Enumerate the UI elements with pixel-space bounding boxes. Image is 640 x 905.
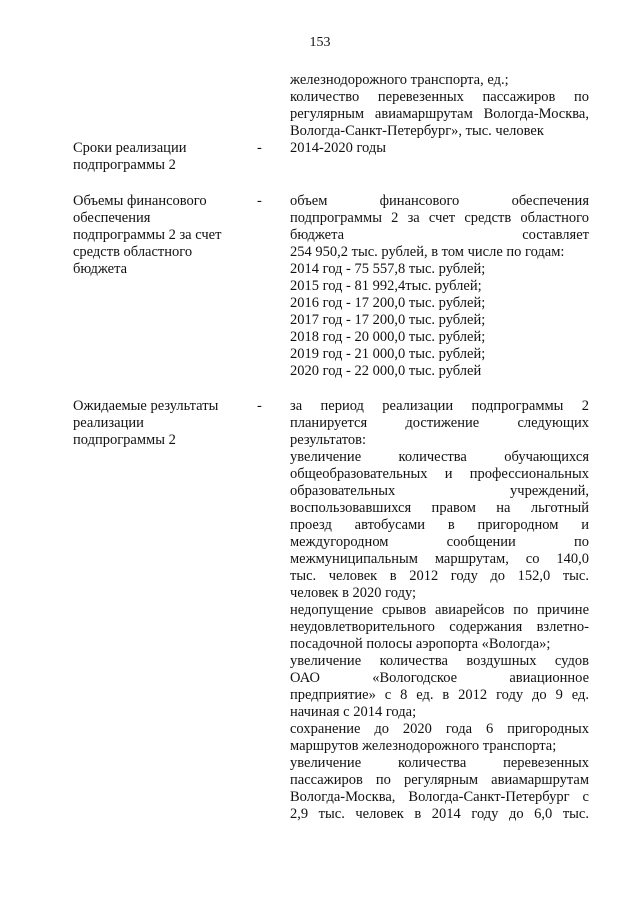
results-value-line: результатов: bbox=[290, 432, 367, 448]
results-value-line: воспользовавшихся правом на льготный bbox=[290, 500, 589, 516]
funding-year-line: 2015 год - 81 992,4тыс. рублей; bbox=[290, 278, 482, 294]
intro-line: регулярным авиамаршрутам Вологда-Москва, bbox=[290, 106, 589, 122]
results-value-line: начиная с 2014 года; bbox=[290, 704, 417, 720]
results-value-line: образовательных учреждений, bbox=[290, 483, 589, 499]
terms-value: 2014-2020 годы bbox=[290, 140, 386, 156]
results-value-line: сохранение до 2020 года 6 пригородных bbox=[290, 721, 589, 737]
funding-label-line: бюджета bbox=[73, 261, 128, 277]
intro-line: количество перевезенных пассажиров по bbox=[290, 89, 589, 105]
funding-label-line: средств областного bbox=[73, 244, 193, 260]
results-value-line: междугородном сообщении по bbox=[290, 534, 589, 550]
page-number: 153 bbox=[309, 35, 331, 50]
results-value-line: тыс. человек в 2012 году до 152,0 тыс. bbox=[290, 568, 589, 584]
results-value-line: увеличение количества обучающихся bbox=[290, 449, 589, 465]
results-label-line: подпрограммы 2 bbox=[73, 432, 176, 448]
intro-line: Вологда-Санкт-Петербург», тыс. человек bbox=[290, 123, 544, 139]
funding-label-line: обеспечения bbox=[73, 210, 151, 226]
results-value-line: пассажиров по регулярным авиамаршрутам bbox=[290, 772, 589, 788]
funding-value-line: объем финансового обеспечения bbox=[290, 193, 589, 209]
results-value-line: общеобразовательных и профессиональных bbox=[290, 466, 589, 482]
results-value-line: посадочной полосы аэропорта «Вологда»; bbox=[290, 636, 551, 652]
results-value-line: неудовлетворительного содержания взлетно- bbox=[290, 619, 589, 635]
funding-dash: - bbox=[257, 193, 262, 209]
results-value-line: увеличение количества воздушных судов bbox=[290, 653, 589, 669]
results-value-line: маршрутов железнодорожного транспорта; bbox=[290, 738, 557, 754]
results-value-line: за период реализации подпрограммы 2 bbox=[290, 398, 589, 414]
funding-value-line: бюджета составляет bbox=[290, 227, 589, 243]
results-label-line: Ожидаемые результаты bbox=[73, 398, 219, 414]
results-value-line: проезд автобусами в пригородном и bbox=[290, 517, 589, 533]
funding-year-line: 2018 год - 20 000,0 тыс. рублей; bbox=[290, 329, 486, 345]
intro-line: железнодорожного транспорта, ед.; bbox=[290, 72, 509, 88]
funding-year-line: 2020 год - 22 000,0 тыс. рублей bbox=[290, 363, 482, 379]
funding-label-line: Объемы финансового bbox=[73, 193, 207, 209]
results-label-line: реализации bbox=[73, 415, 144, 431]
funding-value-line: 254 950,2 тыс. рублей, в том числе по годам: bbox=[290, 244, 565, 260]
results-value-line: Вологда-Москва, Вологда-Санкт-Петербург с bbox=[290, 789, 589, 805]
funding-year-line: 2016 год - 17 200,0 тыс. рублей; bbox=[290, 295, 486, 311]
funding-year-line: 2014 год - 75 557,8 тыс. рублей; bbox=[290, 261, 486, 277]
funding-year-line: 2017 год - 17 200,0 тыс. рублей; bbox=[290, 312, 486, 328]
funding-year-line: 2019 год - 21 000,0 тыс. рублей; bbox=[290, 346, 486, 362]
results-value-line: недопущение срывов авиарейсов по причине bbox=[290, 602, 589, 618]
terms-dash: - bbox=[257, 140, 262, 156]
results-dash: - bbox=[257, 398, 262, 414]
funding-label-line: подпрограммы 2 за счет bbox=[73, 227, 222, 243]
terms-label-line: Сроки реализации bbox=[73, 140, 187, 156]
results-value-line: ОАО «Вологодское авиационное bbox=[290, 670, 589, 686]
results-value-line: человек в 2020 году; bbox=[290, 585, 417, 601]
funding-value-line: подпрограммы 2 за счет средств областного bbox=[290, 210, 589, 226]
results-value-line: предприятие» с 8 ед. в 2012 году до 9 ед. bbox=[290, 687, 589, 703]
results-value-line: увеличение количества перевезенных bbox=[290, 755, 589, 771]
results-value-line: планируется достижение следующих bbox=[290, 415, 589, 431]
terms-label-line: подпрограммы 2 bbox=[73, 157, 176, 173]
results-value-line: межмуниципальным маршрутам, со 140,0 bbox=[290, 551, 589, 567]
results-value-line: 2,9 тыс. человек в 2014 году до 6,0 тыс. bbox=[290, 806, 589, 822]
